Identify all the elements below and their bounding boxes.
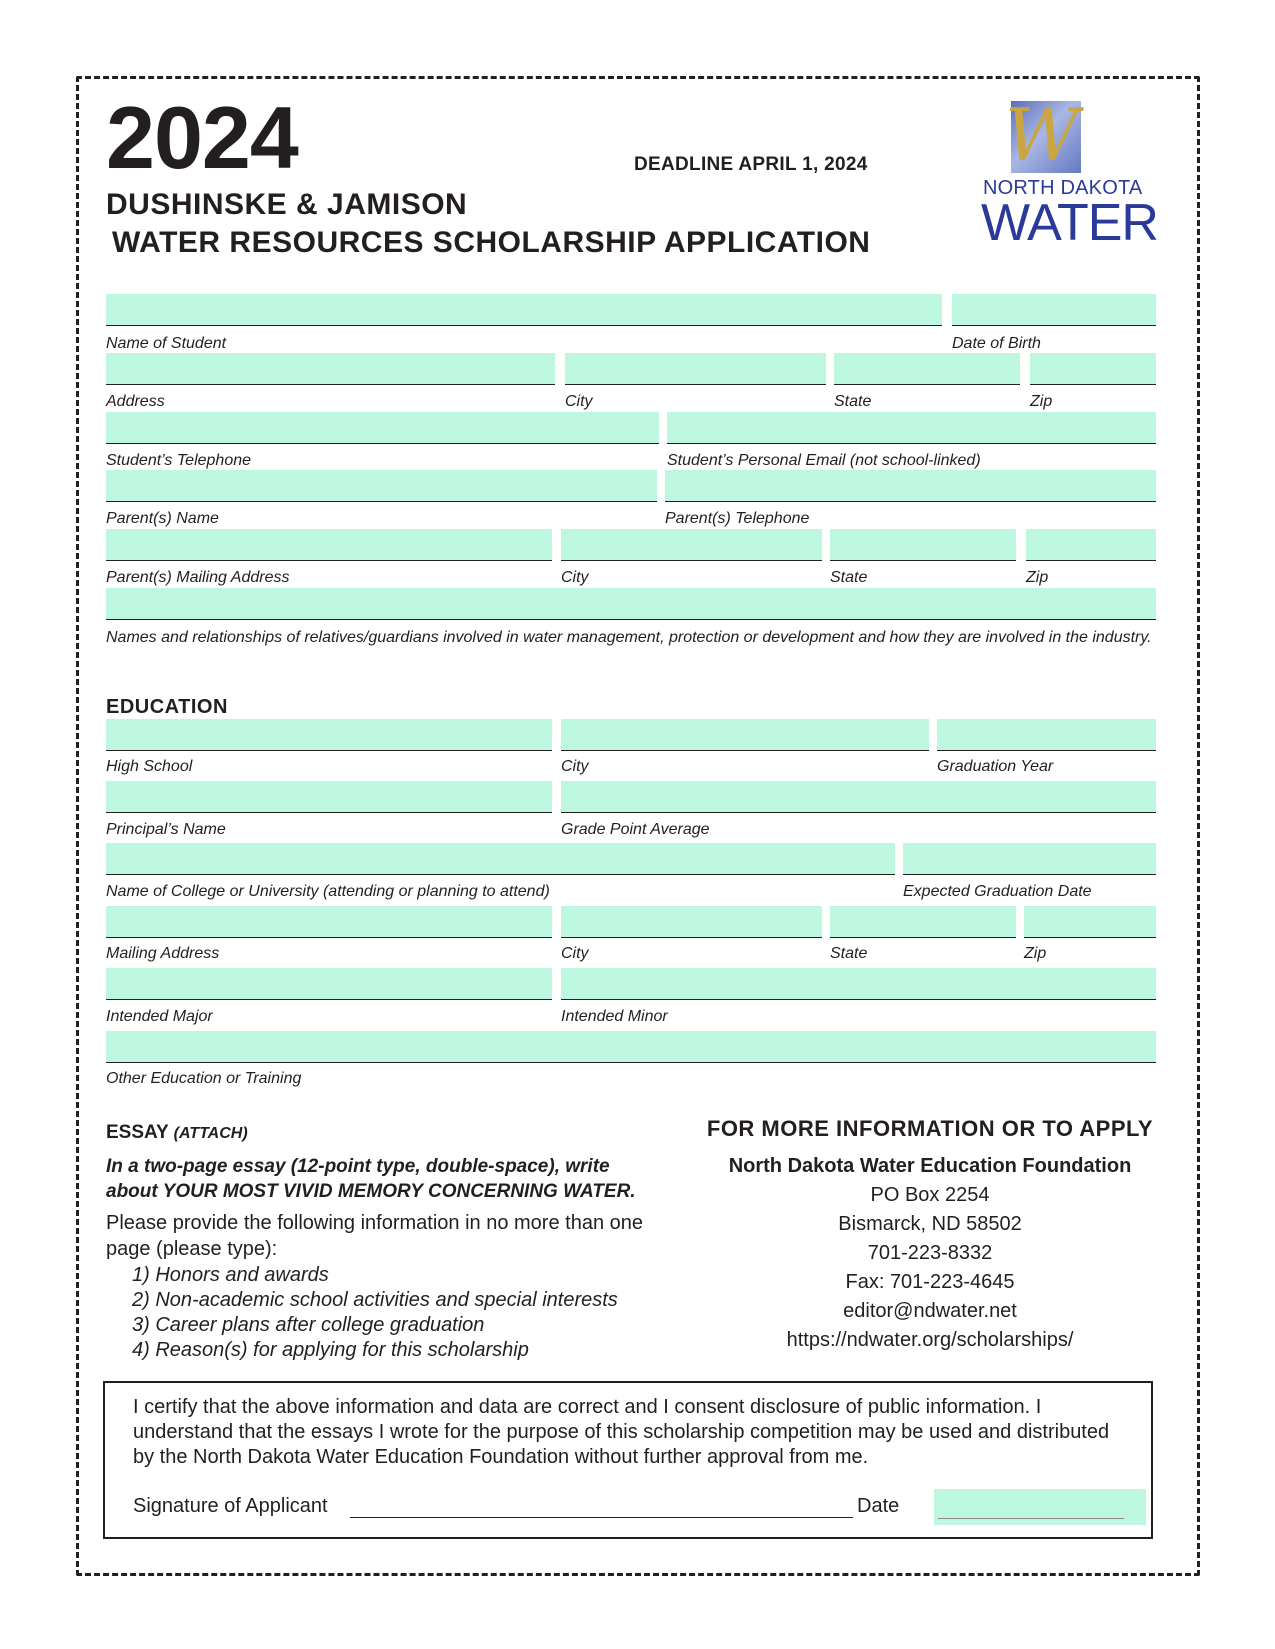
contact-info bbox=[700, 1152, 1160, 1355]
certification-box bbox=[103, 1381, 1153, 1539]
parent-telephone-label: Parent(s) Telephone bbox=[665, 510, 810, 527]
education-heading: EDUCATION bbox=[106, 696, 228, 718]
essay-heading-note: (ATTACH) bbox=[173, 1125, 248, 1142]
college-state-field[interactable] bbox=[830, 906, 1016, 938]
parent-city-label: City bbox=[561, 569, 589, 586]
intended-major-field[interactable] bbox=[106, 968, 552, 1000]
high-school-field[interactable] bbox=[106, 719, 552, 751]
principal-label: Principal’s Name bbox=[106, 821, 226, 838]
list-item: 1) Honors and awards bbox=[132, 1264, 329, 1286]
state-field[interactable] bbox=[834, 353, 1020, 385]
student-name-field[interactable] bbox=[106, 294, 942, 326]
parent-name-label: Parent(s) Name bbox=[106, 510, 219, 527]
college-zip-field[interactable] bbox=[1024, 906, 1156, 938]
zip-label: Zip bbox=[1030, 393, 1053, 410]
po-box: PO Box 2254 bbox=[870, 1184, 990, 1206]
college-city-field[interactable] bbox=[561, 906, 822, 938]
gpa-label: Grade Point Average bbox=[561, 821, 710, 838]
essay-heading bbox=[106, 1122, 248, 1144]
student-telephone-label: Student’s Telephone bbox=[106, 452, 252, 469]
student-email-field[interactable] bbox=[667, 412, 1156, 444]
logo-w-letter: W bbox=[1005, 93, 1080, 177]
date-of-birth-field[interactable] bbox=[952, 294, 1156, 326]
title-line-1: DUSHINSKE & JAMISON bbox=[106, 188, 468, 221]
relatives-field[interactable] bbox=[106, 588, 1156, 620]
intended-minor-label: Intended Minor bbox=[561, 1008, 668, 1025]
parent-state-label: State bbox=[830, 569, 868, 586]
list-item: 2) Non-academic school activities and special interests bbox=[132, 1289, 618, 1311]
signature-line[interactable] bbox=[350, 1517, 853, 1518]
list-item: 4) Reason(s) for applying for this scholarship bbox=[132, 1339, 529, 1361]
parent-address-label: Parent(s) Mailing Address bbox=[106, 569, 290, 586]
other-education-field[interactable] bbox=[106, 1031, 1156, 1063]
college-zip-label: Zip bbox=[1024, 945, 1047, 962]
expected-graduation-field[interactable] bbox=[903, 843, 1156, 875]
graduation-year-field[interactable] bbox=[937, 719, 1156, 751]
date-label: Date bbox=[857, 1495, 900, 1517]
high-school-city-field[interactable] bbox=[561, 719, 929, 751]
gpa-field[interactable] bbox=[561, 781, 1156, 813]
parent-zip-field[interactable] bbox=[1026, 529, 1156, 561]
city-label: City bbox=[565, 393, 593, 410]
title-line-2: WATER RESOURCES SCHOLARSHIP APPLICATION bbox=[112, 226, 871, 259]
essay-heading-text: ESSAY bbox=[106, 1122, 169, 1143]
info-heading: FOR MORE INFORMATION OR TO APPLY bbox=[706, 1116, 1154, 1141]
logo-line-2: WATER bbox=[981, 194, 1158, 252]
college-mailing-address-field[interactable] bbox=[106, 906, 552, 938]
org-name: North Dakota Water Education Foundation bbox=[728, 1155, 1132, 1177]
parent-zip-label: Zip bbox=[1026, 569, 1049, 586]
student-telephone-field[interactable] bbox=[106, 412, 659, 444]
parent-telephone-field[interactable] bbox=[665, 470, 1156, 502]
student-name-label: Name of Student bbox=[106, 335, 227, 352]
logo-line-1: NORTH DAKOTA bbox=[983, 177, 1143, 199]
high-school-label: High School bbox=[106, 758, 193, 775]
expected-graduation-label: Expected Graduation Date bbox=[903, 883, 1092, 900]
parent-city-field[interactable] bbox=[561, 529, 822, 561]
date-field[interactable] bbox=[934, 1489, 1146, 1525]
email-link[interactable]: editor@ndwater.net bbox=[843, 1300, 1017, 1322]
list-item: 3) Career plans after college graduation bbox=[132, 1314, 485, 1336]
phone: 701-223-8332 bbox=[867, 1242, 993, 1264]
essay-intro: Please provide the following information in no more than one page (please type): bbox=[106, 1212, 643, 1260]
student-email-label: Student’s Personal Email (not school-linked) bbox=[667, 452, 981, 469]
certification-text: I certify that the above information and data are correct and I consent disclosure of public information. I understand that the essays I wrote for the purpose of this scholarship competition may be used and distributed by the North Dakota Water Education Foundation without further approval from me. bbox=[133, 1396, 1110, 1468]
parent-name-field[interactable] bbox=[106, 470, 657, 502]
college-label: Name of College or University (attending or planning to attend) bbox=[106, 883, 550, 900]
north-dakota-water-logo bbox=[975, 93, 1170, 259]
address-field[interactable] bbox=[106, 353, 555, 385]
city-field[interactable] bbox=[565, 353, 826, 385]
address-label: Address bbox=[106, 393, 165, 410]
other-education-label: Other Education or Training bbox=[106, 1070, 302, 1087]
city-state-zip: Bismarck, ND 58502 bbox=[838, 1213, 1022, 1235]
parent-address-field[interactable] bbox=[106, 529, 552, 561]
college-city-label: City bbox=[561, 945, 589, 962]
college-mailing-address-label: Mailing Address bbox=[106, 945, 220, 962]
year-heading: 2024 bbox=[106, 88, 298, 187]
college-state-label: State bbox=[830, 945, 868, 962]
intended-major-label: Intended Major bbox=[106, 1008, 213, 1025]
deadline: DEADLINE APRIL 1, 2024 bbox=[634, 154, 868, 175]
intended-minor-field[interactable] bbox=[561, 968, 1156, 1000]
fax: Fax: 701-223-4645 bbox=[845, 1271, 1015, 1293]
college-field[interactable] bbox=[106, 843, 895, 875]
graduation-year-label: Graduation Year bbox=[937, 758, 1054, 775]
state-label: State bbox=[834, 393, 872, 410]
parent-state-field[interactable] bbox=[830, 529, 1016, 561]
date-of-birth-label: Date of Birth bbox=[952, 335, 1041, 352]
essay-requirements-list bbox=[132, 1263, 618, 1363]
website-link[interactable]: https://ndwater.org/scholarships/ bbox=[786, 1329, 1074, 1351]
high-school-city-label: City bbox=[561, 758, 589, 775]
zip-field[interactable] bbox=[1030, 353, 1156, 385]
essay-instructions: In a two-page essay (12-point type, double-space), write about YOUR MOST VIVID MEMORY CONCERNING WATER. bbox=[106, 1156, 636, 1202]
signature-label: Signature of Applicant bbox=[133, 1495, 328, 1517]
principal-field[interactable] bbox=[106, 781, 552, 813]
relatives-label: Names and relationships of relatives/guardians involved in water management, protection or development and how they are involved in the industry. bbox=[106, 629, 1152, 646]
